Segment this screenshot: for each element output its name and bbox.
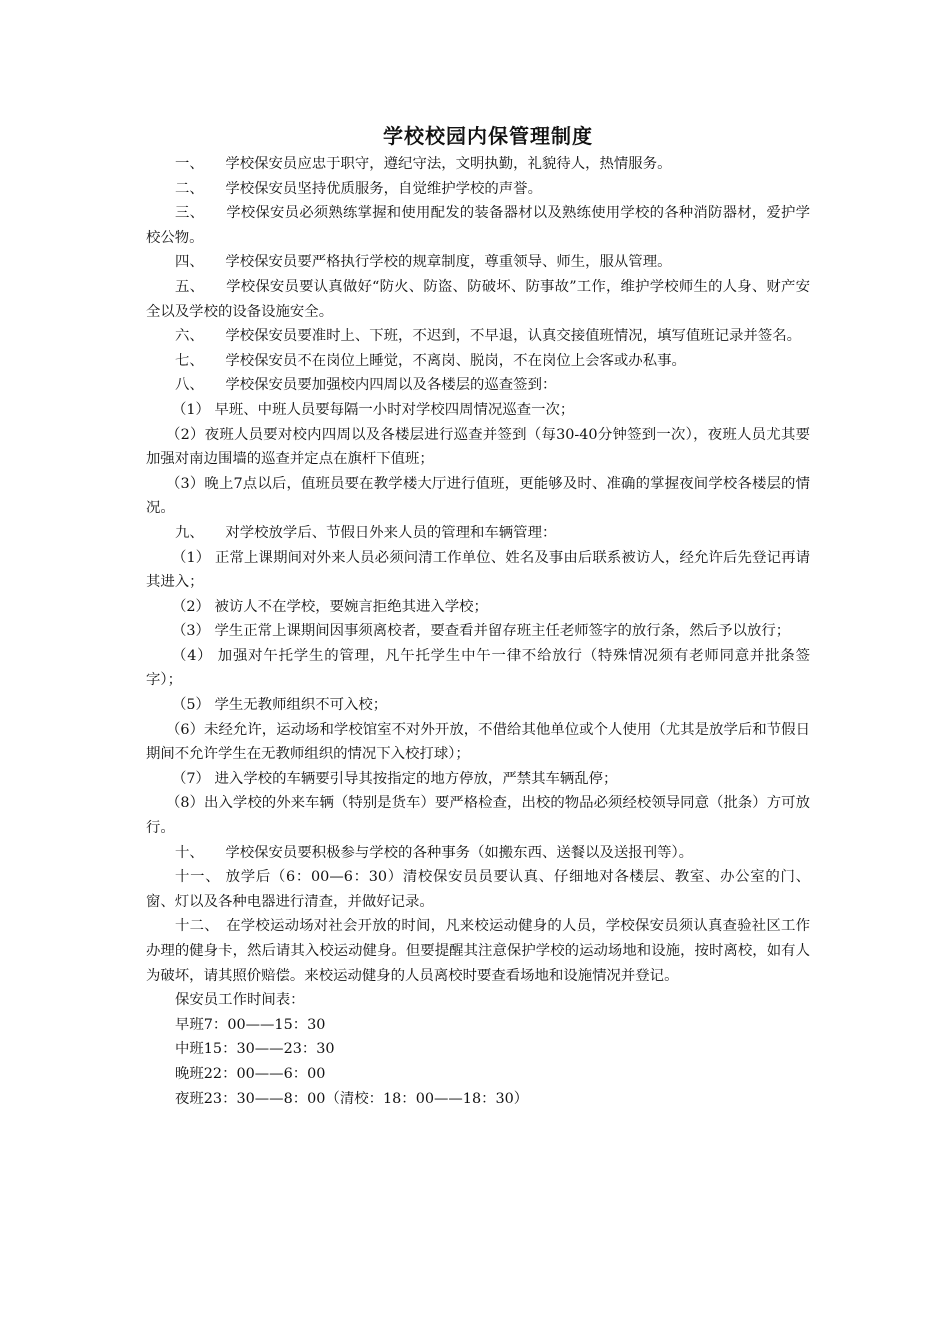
rule-paragraph: 二、 学校保安员坚持优质服务，自觉维护学校的声誉。 — [175, 180, 542, 197]
schedule-row: 晚班22：00——6：00 — [175, 1065, 326, 1082]
rule-paragraph: （1） 正常上课期间对外来人员必须问清工作单位、姓名及事由后联系被访人，经允许后先登记再请其进入； — [146, 549, 810, 591]
rule-paragraph: 一、 学校保安员应忠于职守，遵纪守法，文明执勤，礼貌待人，热情服务。 — [175, 156, 672, 172]
rules-list — [146, 152, 810, 988]
work-schedule — [146, 988, 810, 1111]
rule-paragraph: 十、 学校保安员要积极参与学校的各种事务（如搬东西、送餐以及送报刊等）。 — [175, 844, 694, 861]
rule-paragraph: 十二、 在学校运动场对社会开放的时间，凡来校运动健身的人员，学校保安员须认真查验社区工作办理的健身卡，然后请其入校运动健身。但要提醒其注意保护学校的运动场地和设施，按时离校，如有人为破坏，请其照价赔偿。来校运动健身的人员离校时要查看场地和设施情况并登记。 — [146, 918, 810, 984]
rule-paragraph: （3）晚上7点以后，值班员要在教学楼大厅进行值班，更能够及时、准确的掌握夜间学校各楼层的情况。 — [146, 475, 810, 517]
rule-paragraph: （2）夜班人员要对校内四周以及各楼层进行巡查并签到（每30-40分钟签到一次），夜班人员尤其要加强对南边围墙的巡查并定点在旗杆下值班； — [146, 426, 810, 468]
rule-paragraph: （5） 学生无教师组织不可入校； — [172, 697, 388, 714]
rule-paragraph: （4） 加强对午托学生的管理，凡午托学生中午一律不给放行（特殊情况须有老师同意并批条签字）； — [146, 647, 810, 689]
rule-paragraph: 五、 学校保安员要认真做好“防火、防盗、防破坏、防事故”工作，维护学校师生的人身、财产安全以及学校的设备设施安全。 — [146, 278, 810, 320]
schedule-row: 中班15：30——23：30 — [175, 1041, 335, 1058]
rule-paragraph: 十一、 放学后（6：00—6：30）清校保安员员要认真、仔细地对各楼层、教室、办公室的门、窗、灯以及各种电器进行清查，并做好记录。 — [146, 869, 810, 910]
rule-paragraph: （2） 被访人不在学校，要婉言拒绝其进入学校； — [172, 598, 488, 615]
rule-paragraph: 六、 学校保安员要准时上、下班，不迟到，不早退，认真交接值班情况，填写值班记录并签名。 — [175, 328, 801, 345]
document-title: 学校校园内保管理制度 — [383, 124, 593, 148]
rule-paragraph: 七、 学校保安员不在岗位上睡觉，不离岗、脱岗，不在岗位上会客或办私事。 — [175, 352, 686, 369]
schedule-heading: 保安员工作时间表： — [175, 992, 305, 1009]
rule-paragraph: （1） 早班、中班人员要每隔一小时对学校四周情况巡查一次； — [172, 401, 575, 418]
rule-paragraph: 八、 学校保安员要加强校内四周以及各楼层的巡查签到： — [175, 377, 557, 394]
schedule-row: 夜班23：30——8：00（清校：18：00——18：30） — [175, 1090, 529, 1107]
document-page — [146, 120, 810, 1111]
rule-paragraph: （7） 进入学校的车辆要引导其按指定的地方停放，严禁其车辆乱停； — [172, 770, 618, 787]
rule-paragraph: 四、 学校保安员要严格执行学校的规章制度，尊重领导、师生，服从管理。 — [175, 254, 672, 271]
rule-paragraph: （6）未经允许，运动场和学校馆室不对外开放，不借给其他单位或个人使用（尤其是放学后和节假日期间不允许学生在无教师组织的情况下入校打球）； — [146, 721, 810, 763]
rule-paragraph: 九、 对学校放学后、节假日外来人员的管理和车辆管理： — [175, 524, 557, 541]
schedule-rows — [146, 1013, 810, 1111]
rule-paragraph: （8）出入学校的外来车辆（特别是货车）要严格检查，出校的物品必须经校领导同意（批条）方可放行。 — [146, 795, 810, 837]
rule-paragraph: 三、 学校保安员必须熟练掌握和使用配发的装备器材以及熟练使用学校的各种消防器材，爱护学校公物。 — [146, 205, 810, 246]
schedule-row: 早班7：00——15：30 — [175, 1016, 326, 1033]
rule-paragraph: （3） 学生正常上课期间因事须离校者，要查看并留存班主任老师签字的放行条，然后予以放行； — [172, 623, 791, 640]
